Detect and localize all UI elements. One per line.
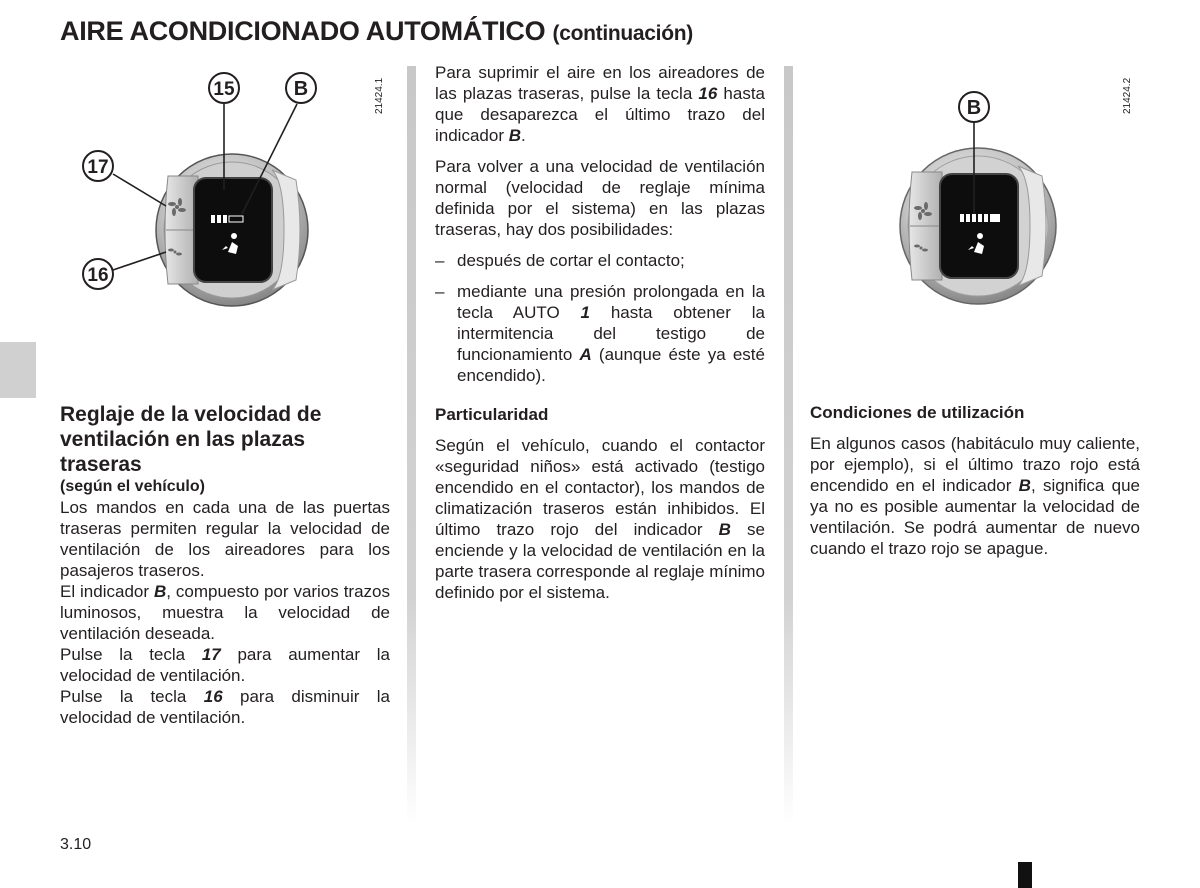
paragraph-rear-controls: Los mandos en cada una de las puertas traseras permiten regular la velocidad de ventilación de los aireadores para los pasajeros traseros. bbox=[60, 498, 390, 580]
paragraph-conditions: En algunos casos (habitáculo muy caliente, por ejemplo), si el último trazo rojo está encendido en el indicador B, significa que ya no es posible aumentar la velocidad de ventilación. Se podrá aumentar de nuevo cuando el trazo rojo se apague. bbox=[810, 434, 1140, 558]
svg-text:B: B bbox=[966, 97, 982, 119]
title-main: AIRE ACONDICIONADO AUTOMÁTICO bbox=[60, 16, 546, 46]
figure-rear-fan-control-callouts bbox=[70, 66, 400, 366]
rear-fan-control-illustration-right bbox=[890, 86, 1070, 326]
list-item-auto-press: – mediante una presión prolongada en la tecla AUTO 1 hasta obtener la intermitencia del testigo de funcionamiento A (aunque éste ya esté encendido). bbox=[435, 282, 765, 385]
section-subheading: (según el vehículo) bbox=[60, 478, 205, 495]
paragraph-indicator-b: El indicador B, compuesto por varios trazos luminosos, muestra la velocidad de ventilación deseada. bbox=[60, 582, 390, 643]
section-tab bbox=[0, 342, 36, 398]
figure-code-left: 21424.1 bbox=[374, 77, 385, 114]
rear-fan-control-illustration bbox=[70, 66, 400, 366]
svg-text:15: 15 bbox=[213, 79, 235, 100]
page-number: 3.10 bbox=[60, 836, 92, 853]
title-sub: (continuación) bbox=[552, 22, 693, 45]
figure-code-right: 21424.2 bbox=[1122, 77, 1133, 114]
figure-rear-fan-control-indicator bbox=[890, 86, 1070, 326]
paragraph-child-safety: Según el vehículo, cuando el contactor «seguridad niños» está activado (testigo encendido en el contactor), los mandos de climatización traseros están inhibidos. El último trazo rojo del indicador B se enciende y la velocidad de ventilación en la parte trasera corresponde al reglaje mínimo definido por el sistema. bbox=[435, 436, 765, 602]
heading-condiciones: Condiciones de utilización bbox=[810, 403, 1025, 422]
svg-text:17: 17 bbox=[87, 157, 109, 178]
column-divider-2 bbox=[784, 66, 793, 826]
callout-B-right bbox=[959, 92, 989, 122]
callout-B bbox=[286, 73, 316, 103]
page-title bbox=[60, 16, 693, 47]
callout-16 bbox=[83, 259, 113, 289]
callout-17 bbox=[83, 151, 113, 181]
column-divider-1 bbox=[407, 66, 416, 826]
svg-text:B: B bbox=[293, 78, 309, 100]
paragraph-key-16: Pulse la tecla 16 para disminuir la velocidad de ventilación. bbox=[60, 687, 390, 727]
fan-speed-indicator-bars-right bbox=[960, 214, 1000, 222]
column-3 bbox=[810, 402, 1140, 559]
corner-marker bbox=[1018, 862, 1032, 888]
list-item-ignition-off: – después de cortar el contacto; bbox=[435, 251, 685, 270]
section-heading-rear-ventilation: Reglaje de la velocidad de ventilación en las plazas traseras bbox=[60, 403, 322, 476]
paragraph-restore-speed: Para volver a una velocidad de ventilación normal (velocidad de reglaje mínima definida por el sistema) en las plazas traseras, hay dos posibilidades: bbox=[435, 157, 765, 239]
heading-particularidad: Particularidad bbox=[435, 405, 549, 424]
callout-15 bbox=[209, 73, 239, 103]
svg-text:16: 16 bbox=[87, 265, 109, 286]
column-2 bbox=[435, 62, 765, 603]
column-1 bbox=[60, 402, 390, 728]
paragraph-key-17: Pulse la tecla 17 para aumentar la velocidad de ventilación. bbox=[60, 645, 390, 685]
paragraph-suppress-air: Para suprimir el aire en los aireadores de las plazas traseras, pulse la tecla 16 hasta que desaparezca el último trazo del indicador B. bbox=[435, 63, 765, 145]
